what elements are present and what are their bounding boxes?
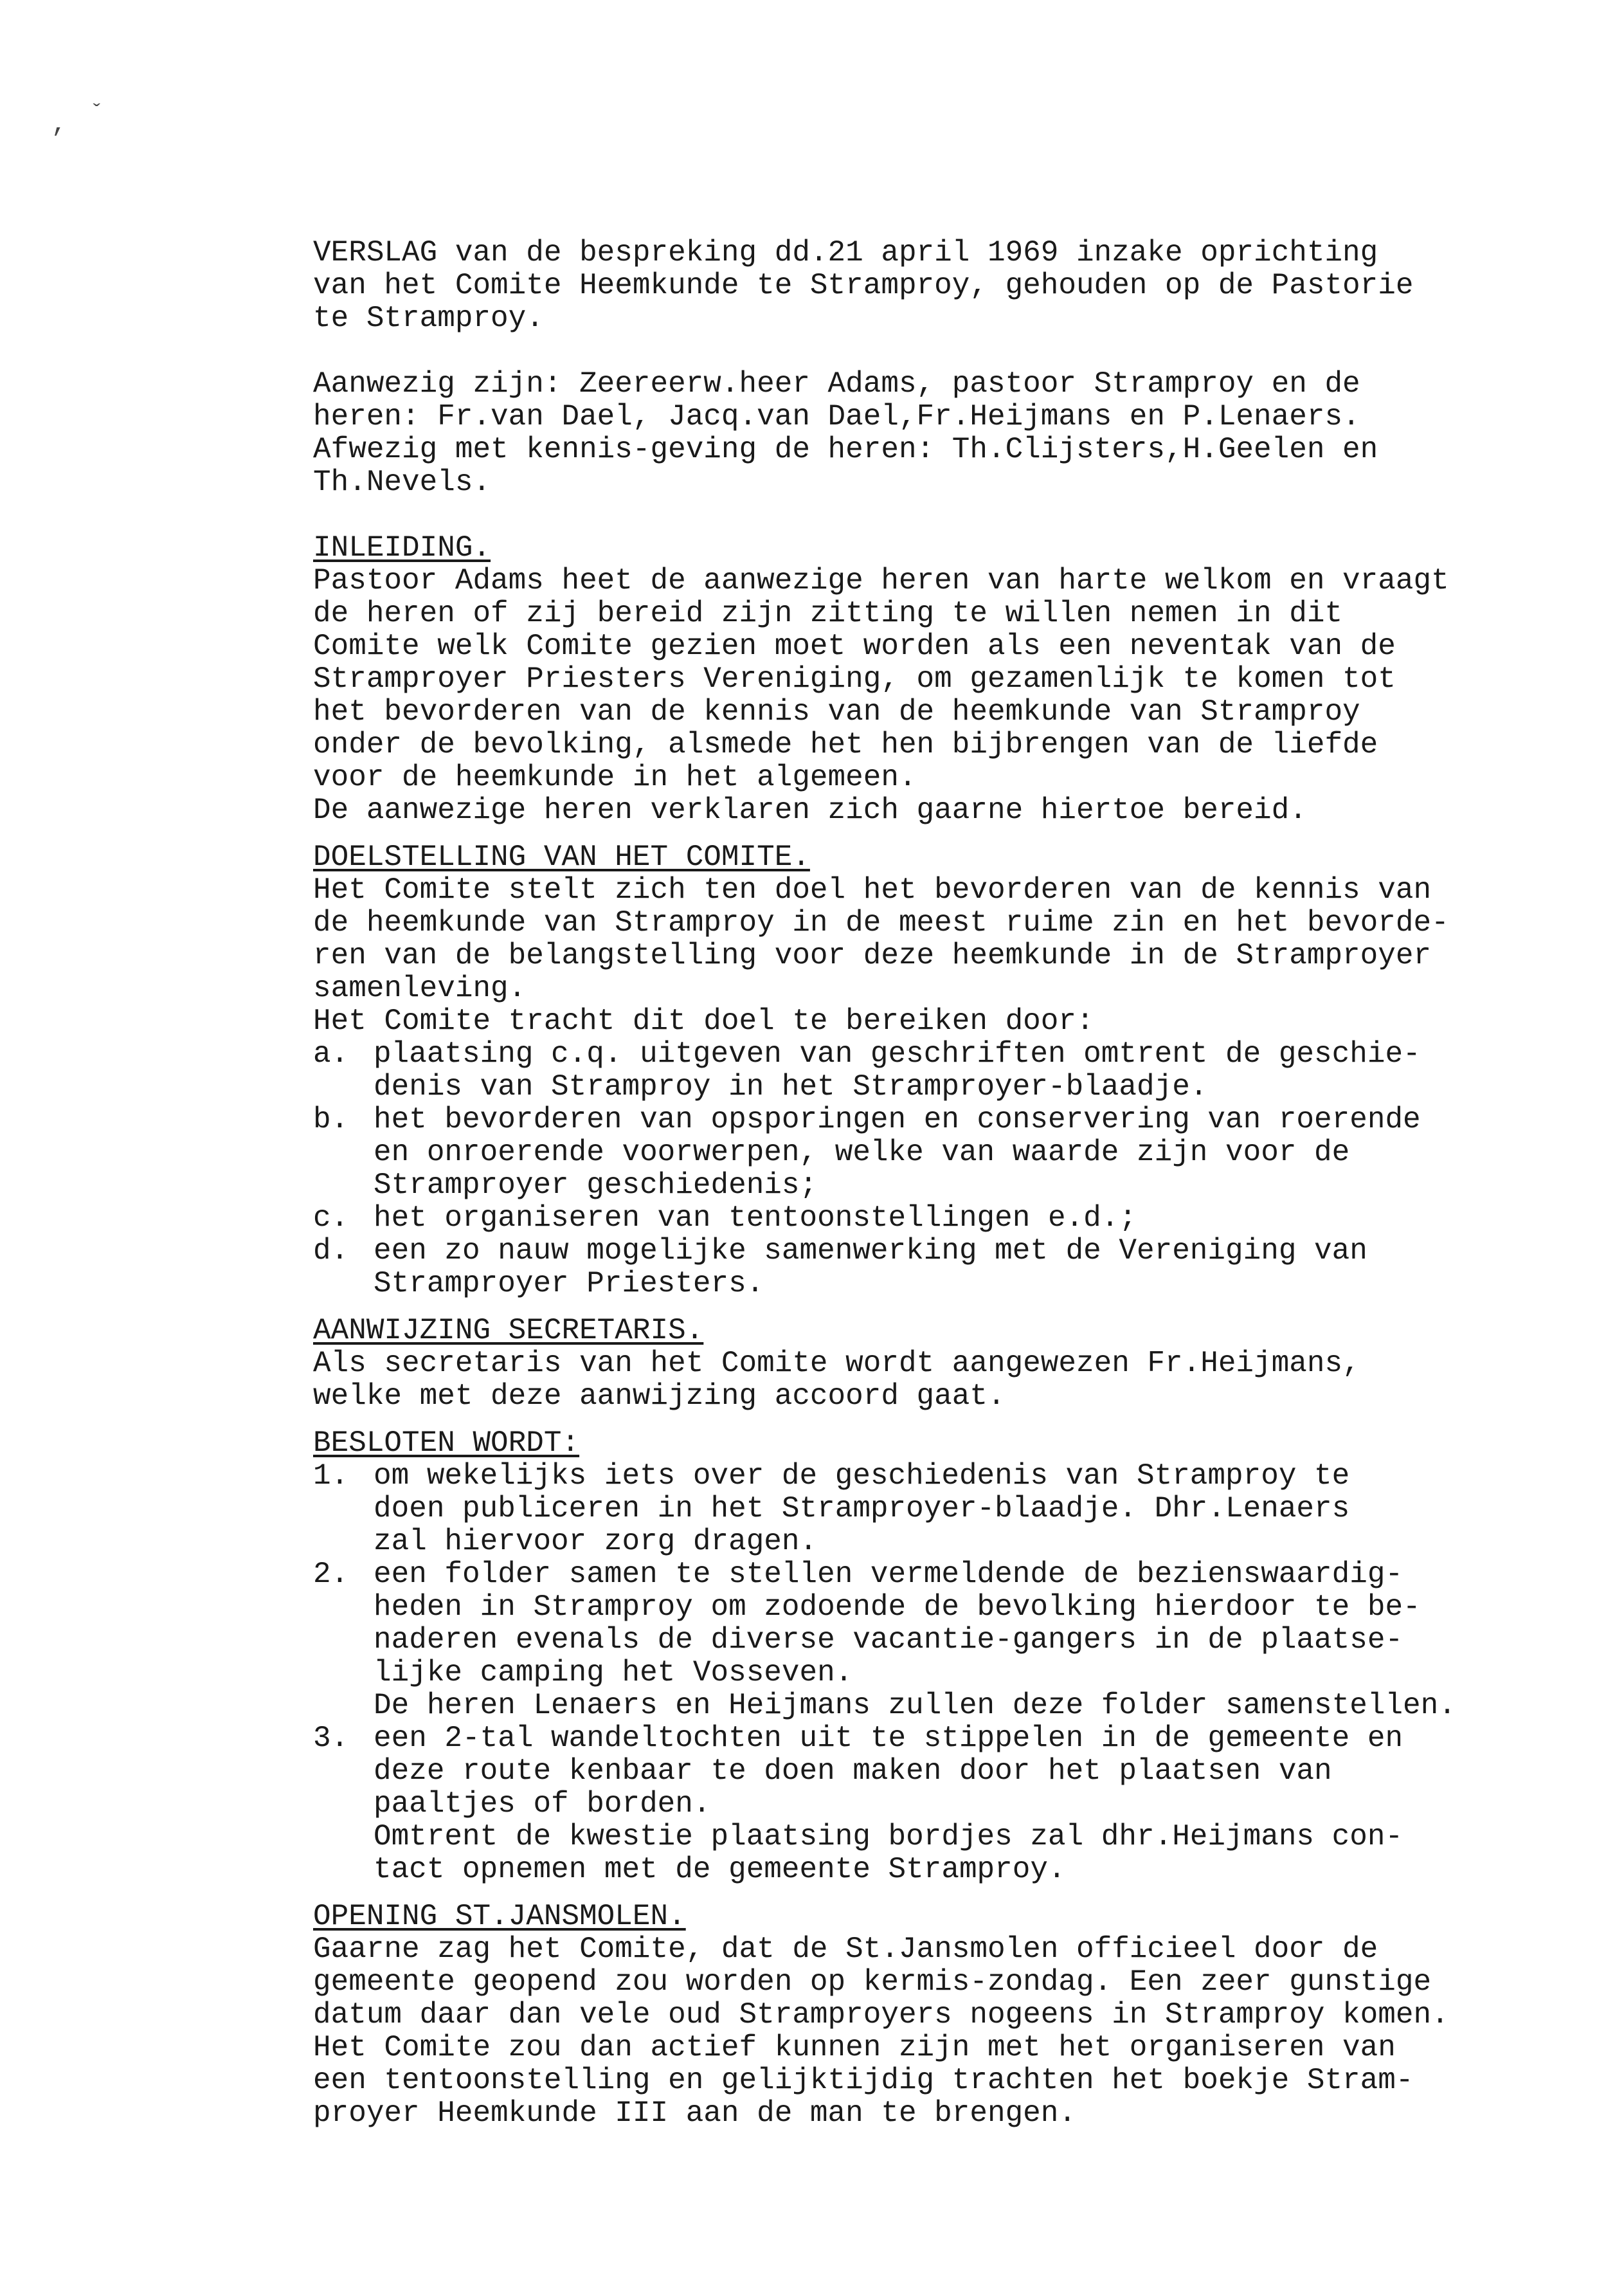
stray-caron-mark: ˇ — [90, 102, 104, 126]
document-page — [313, 237, 1605, 2130]
section-heading: AANWIJZING SECRETARIS. — [313, 1314, 704, 1347]
text-line: plaatsing c.q. uitgeven van geschriften omtrent de geschie- — [374, 1037, 1421, 1071]
text-line: Aanwezig zijn: Zeereerw.heer Adams, pastoor Stramproy en de — [313, 367, 1360, 401]
text-line: Th.Nevels. — [313, 466, 491, 499]
text-line: de heren of zij bereid zijn zitting te willen nemen in dit — [313, 597, 1343, 630]
list-label: c. — [313, 1201, 349, 1235]
section-heading: OPENING ST.JANSMOLEN. — [313, 1900, 686, 1933]
text-line: een 2-tal wandeltochten uit te stippelen in de gemeente en — [374, 1722, 1403, 1755]
text-line: doen publiceren in het Stramproyer-blaadje. Dhr.Lenaers — [374, 1492, 1350, 1525]
text-line: zal hiervoor zorg dragen. — [374, 1525, 818, 1558]
text-line: de heemkunde van Stramproy in de meest ruime zin en het bevorde- — [313, 906, 1449, 940]
text-line: deze route kenbaar te doen maken door het plaatsen van — [374, 1754, 1332, 1788]
text-line: Omtrent de kwestie plaatsing bordjes zal dhr.Heijmans con- — [374, 1820, 1403, 1853]
text-line: tact opnemen met de gemeente Stramproy. — [374, 1853, 1066, 1886]
text-line: samenleving. — [313, 972, 527, 1005]
text-line: een folder samen te stellen vermeldende de bezienswaardig- — [374, 1558, 1403, 1591]
section-besloten — [313, 1427, 1605, 1886]
text-line: heden in Stramproy om zodoende de bevolking hierdoor te be- — [374, 1590, 1421, 1624]
text-line: De aanwezige heren verklaren zich gaarne hiertoe bereid. — [313, 794, 1307, 827]
text-line: een tentoonstelling en gelijktijdig trachten het boekje Stram- — [313, 2064, 1414, 2097]
section-inleiding — [313, 532, 1605, 827]
list-label: 1. — [313, 1459, 349, 1493]
text-line: Stramproyer Priesters Vereniging, om gezamenlijk te komen tot — [313, 662, 1396, 696]
text-line: onder de bevolking, alsmede het hen bijbrengen van de liefde — [313, 728, 1378, 761]
text-line: voor de heemkunde in het algemeen. — [313, 761, 917, 794]
text-line: Het Comite zou dan actief kunnen zijn met het organiseren van — [313, 2031, 1396, 2064]
text-line: Het Comite stelt zich ten doel het bevorderen van de kennis van — [313, 873, 1432, 907]
list-item — [313, 1558, 1605, 1722]
attendance-paragraph — [313, 368, 1605, 499]
text-line: ren van de belangstelling voor deze heemkunde in de Stramproyer — [313, 939, 1432, 972]
text-line: naderen evenals de diverse vacantie-gangers in de plaatse- — [374, 1623, 1403, 1657]
text-line: paaltjes of borden. — [374, 1787, 711, 1821]
text-line: Gaarne zag het Comite, dat de St.Jansmolen officieel door de — [313, 1933, 1378, 1966]
list-item — [313, 1235, 1605, 1300]
text-line: te Stramproy. — [313, 302, 544, 335]
text-line: en onroerende voorwerpen, welke van waarde zijn voor de — [374, 1136, 1350, 1169]
text-line: een zo nauw mogelijke samenwerking met de Vereniging van — [374, 1234, 1367, 1268]
text-line: Afwezig met kennis-geving de heren: Th.Clijsters,H.Geelen en — [313, 433, 1378, 466]
list-item — [313, 1460, 1605, 1558]
list-item — [313, 1038, 1605, 1104]
section-opening — [313, 1900, 1605, 2130]
list-label: 3. — [313, 1722, 349, 1755]
text-line: het bevorderen van opsporingen en conservering van roerende — [374, 1103, 1421, 1136]
text-line: Pastoor Adams heet de aanwezige heren van harte welkom en vraagt — [313, 564, 1449, 597]
section-doelstelling — [313, 841, 1605, 1300]
section-secretaris — [313, 1314, 1605, 1413]
text-line: De heren Lenaers en Heijmans zullen deze folder samenstellen. — [374, 1689, 1456, 1722]
text-line: Als secretaris van het Comite wordt aangewezen Fr.Heijmans, — [313, 1347, 1360, 1380]
text-line: lijke camping het Vosseven. — [374, 1656, 853, 1689]
text-line: gemeente geopend zou worden op kermis-zondag. Een zeer gunstige — [313, 1965, 1432, 1999]
text-line: om wekelijks iets over de geschiedenis van Stramproy te — [374, 1459, 1350, 1493]
section-heading: BESLOTEN WORDT: — [313, 1426, 580, 1460]
text-line: Comite welk Comite gezien moet worden als een neventak van de — [313, 630, 1396, 663]
list-item — [313, 1104, 1605, 1202]
text-line: van het Comite Heemkunde te Stramproy, gehouden op de Pastorie — [313, 269, 1414, 302]
text-line: het bevorderen van de kennis van de heemkunde van Stramproy — [313, 695, 1360, 729]
list-label: 2. — [313, 1558, 349, 1591]
text-line: heren: Fr.van Dael, Jacq.van Dael,Fr.Heijmans en P.Lenaers. — [313, 400, 1360, 433]
stray-comma-mark: , — [51, 111, 68, 140]
list-item — [313, 1202, 1605, 1235]
text-line: het organiseren van tentoonstellingen e.d.; — [374, 1201, 1137, 1235]
section-heading: DOELSTELLING VAN HET COMITE. — [313, 841, 810, 874]
intro-paragraph — [313, 237, 1605, 335]
text-line: Het Comite tracht dit doel te bereiken door: — [313, 1005, 1094, 1038]
text-line: VERSLAG van de bespreking dd.21 april 1969 inzake oprichting — [313, 236, 1378, 269]
text-line: datum daar dan vele oud Stramproyers nogeens in Stramproy komen. — [313, 1998, 1449, 2032]
text-line: proyer Heemkunde III aan de man te brengen. — [313, 2097, 1076, 2130]
list-label: a. — [313, 1037, 349, 1071]
list-item — [313, 1722, 1605, 1886]
list-label: d. — [313, 1234, 349, 1268]
text-line: Stramproyer Priesters. — [374, 1267, 764, 1300]
text-line: Stramproyer geschiedenis; — [374, 1169, 818, 1202]
text-line: welke met deze aanwijzing accoord gaat. — [313, 1379, 1006, 1413]
list-label: b. — [313, 1103, 349, 1136]
section-heading: INLEIDING. — [313, 531, 491, 565]
text-line: denis van Stramproy in het Stramproyer-blaadje. — [374, 1070, 1208, 1104]
